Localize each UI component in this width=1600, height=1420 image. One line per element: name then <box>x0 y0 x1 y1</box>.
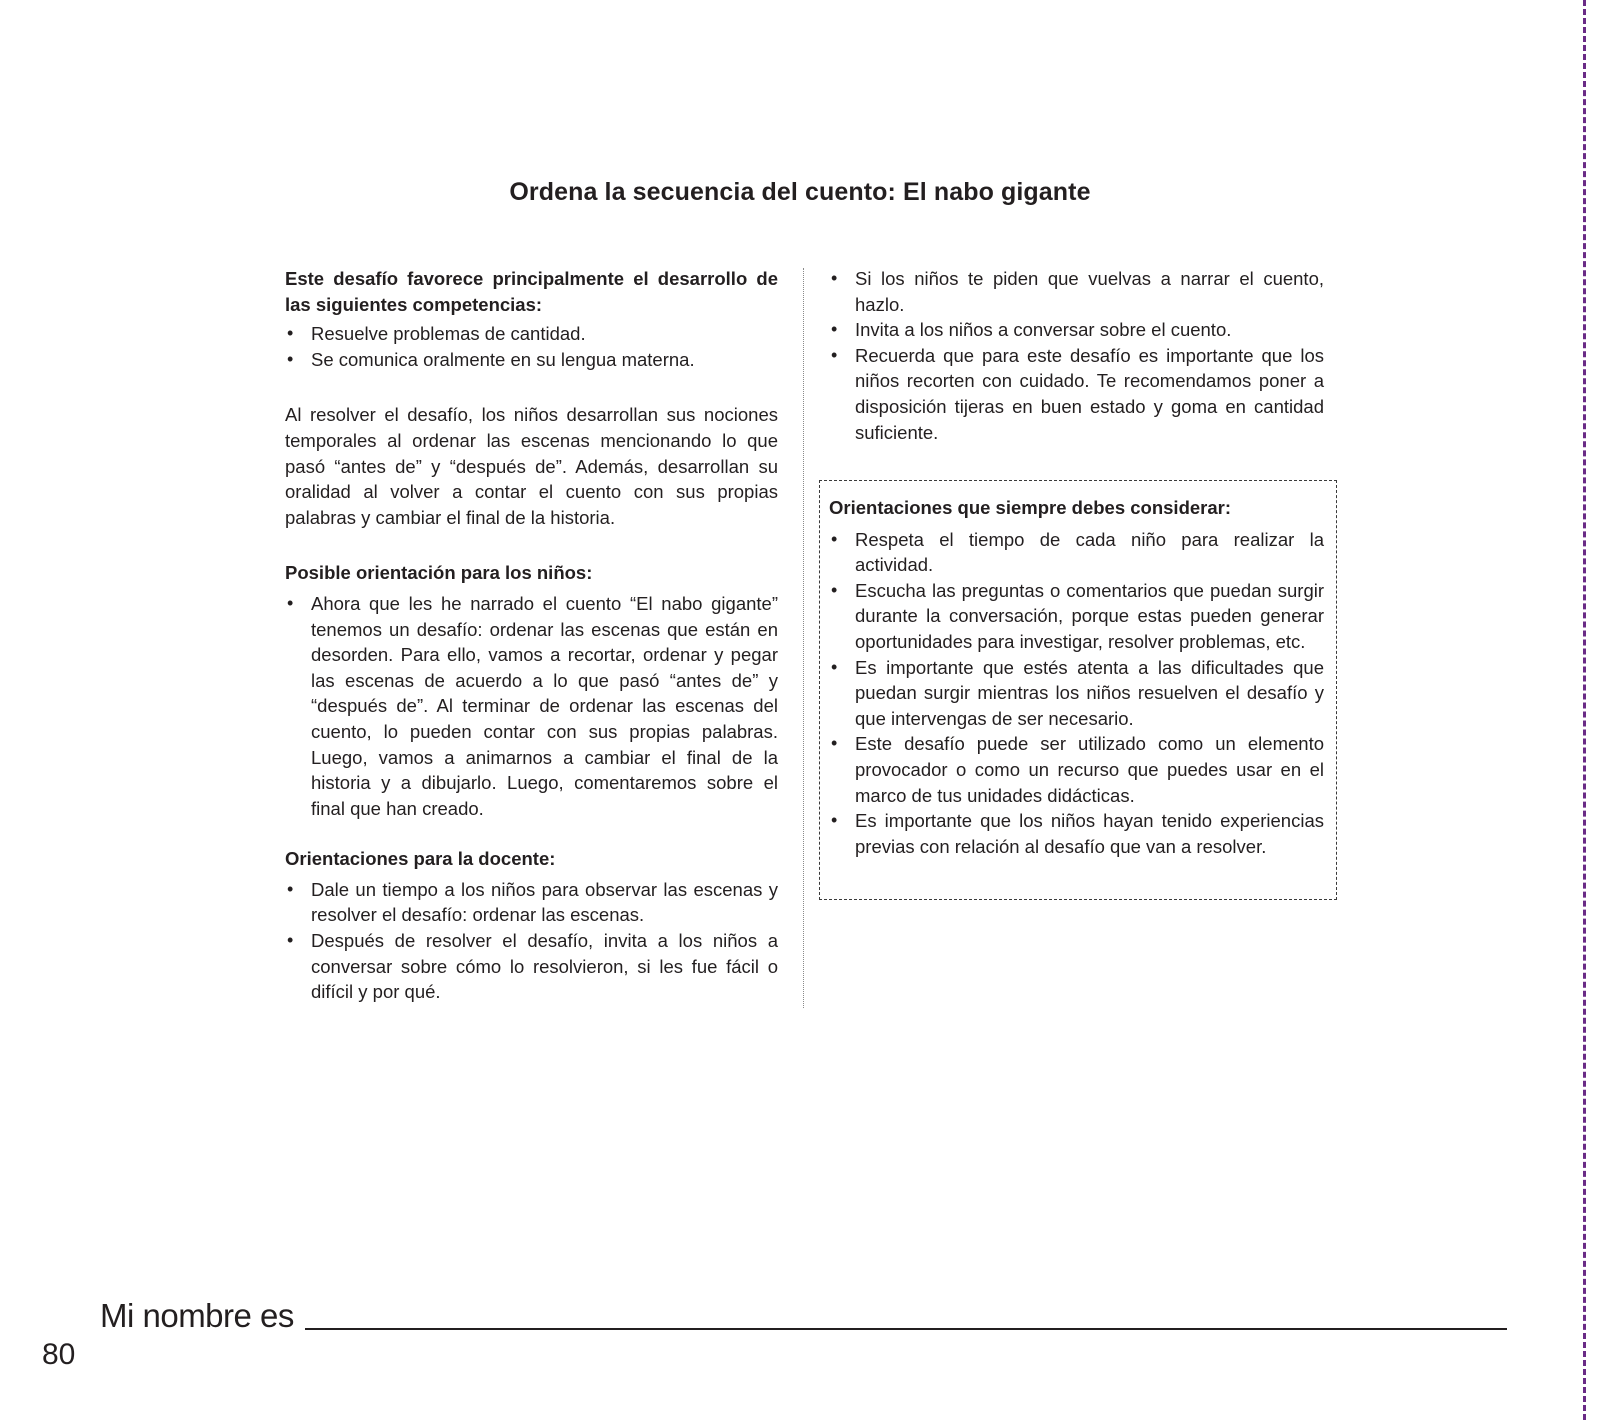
list-item: • Ahora que les he narrado el cuento “El nabo gigante” tenemos un desafío: ordenar las escenas que están en desorden. Para ello, vamos a recortar, ordenar y pegar las escenas de acuerdo a lo que pasó “antes de” y “después de”. Al terminar de ordenar las escenas del cuento, lo pueden contar con sus propias palabras. Luego, vamos a animarnos a cambiar el final de la historia y a dibujarlo. Luego, comentaremos sobre el final que han creado. <box>287 592 778 819</box>
list-item: • Es importante que estés atenta a las dificultades que puedan surgir mientras los niños resuelven el desafío y que intervengas de ser necesario. <box>831 656 1324 729</box>
list-item: • Respeta el tiempo de cada niño para realizar la actividad. <box>831 528 1324 576</box>
orientaciones-docente-list <box>285 877 778 1005</box>
box-heading: Orientaciones que siempre debes considerar: <box>829 497 1232 518</box>
list-item: • Resuelve problemas de cantidad. <box>285 321 778 347</box>
list-item: • Invita a los niños a conversar sobre el cuento. <box>829 317 1324 343</box>
bullet-icon: • <box>831 268 838 288</box>
name-label: Mi nombre es <box>100 1297 294 1334</box>
competencias-heading: Este desafío favorece principalmente el desarrollo de las siguientes competencias: <box>285 268 778 315</box>
right-column <box>829 266 1324 445</box>
bullet-icon: • <box>287 930 294 951</box>
list-item: • Es importante que los niños hayan tenido experiencias previas con relación al desafío que van a resolver. <box>831 810 1324 857</box>
page-title: Ordena la secuencia del cuento: El nabo gigante <box>509 178 1091 206</box>
orientacion-ninos-list <box>285 591 778 821</box>
bullet-icon: • <box>831 319 838 340</box>
bullet-icon: • <box>287 878 294 899</box>
page-number: 80 <box>42 1338 76 1371</box>
list-item: • Se comunica oralmente en su lengua materna. <box>285 347 778 373</box>
bullet-icon: • <box>831 528 838 549</box>
list-item: • Dale un tiempo a los niños para observar las escenas y resolver el desafío: ordenar las escenas. <box>287 878 778 926</box>
list-item: • Si los niños te piden que vuelvas a narrar el cuento, hazlo. <box>831 268 1324 315</box>
column-divider <box>803 268 804 1008</box>
orientacion-ninos-heading: Posible orientación para los niños: <box>285 562 593 584</box>
bullet-icon: • <box>287 348 294 369</box>
intro-paragraph: Al resolver el desafío, los niños desarrollan sus nociones temporales al ordenar las escenas mencionando lo que pasó “antes de” y “después de”. Además, desarrollan su oralidad al volver a contar el cuento con sus propias palabras y cambiar el final de la historia. <box>285 404 778 528</box>
orientaciones-box-content <box>829 495 1324 859</box>
bullet-icon: • <box>287 323 294 344</box>
right-list <box>829 266 1324 445</box>
bullet-icon: • <box>831 344 838 365</box>
box-list <box>829 527 1324 860</box>
orientaciones-docente-heading: Orientaciones para la docente: <box>285 848 556 870</box>
bullet-icon: • <box>831 810 838 831</box>
list-item: • Escucha las preguntas o comentarios que puedan surgir durante la conversación, porque estas pueden generar oportunidades para investigar, resolver problemas, etc. <box>831 579 1324 652</box>
cut-line <box>1583 0 1586 1420</box>
list-item: • Después de resolver el desafío, invita a los niños a conversar sobre cómo lo resolvieron, si les fue fácil o difícil y por qué. <box>287 930 778 1003</box>
bullet-icon: • <box>831 579 838 600</box>
bullet-icon: • <box>831 656 838 677</box>
bullet-icon: • <box>831 733 838 754</box>
bullet-icon: • <box>287 592 294 613</box>
competencias-list <box>285 321 778 372</box>
left-column <box>285 266 778 1005</box>
name-field-line[interactable] <box>305 1328 1507 1330</box>
list-item: • Este desafío puede ser utilizado como un elemento provocador o como un recurso que puedes usar en el marco de tus unidades didácticas. <box>831 733 1324 806</box>
list-item: • Recuerda que para este desafío es importante que los niños recorten con cuidado. Te recomendamos poner a disposición tijeras en buen estado y goma en cantidad suficiente. <box>831 344 1324 443</box>
